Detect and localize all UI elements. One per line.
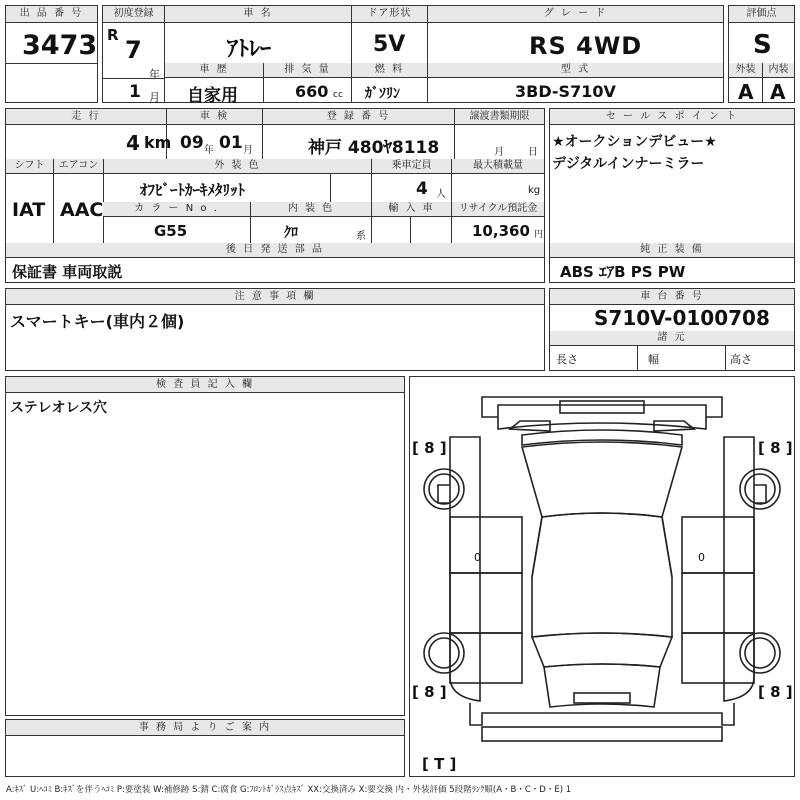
capacity: 4: [416, 179, 428, 199]
chassis-header: 車 台 番 号: [550, 289, 794, 305]
int-color: ｸﾛ: [284, 225, 298, 241]
shift: IAT: [12, 199, 46, 221]
front-left-tire: [ 8 ]: [412, 439, 447, 457]
notes-box: [5, 288, 545, 371]
int-color-header: 内 装 色: [250, 202, 371, 217]
inspector-box: [5, 376, 405, 716]
lot-number: 3473: [22, 30, 98, 61]
height-label: 高さ: [730, 353, 752, 366]
ext-color-header: 外 装 色: [103, 159, 371, 174]
import-header: 輸 入 車: [371, 202, 451, 217]
transfer-month-label: 月: [494, 147, 504, 158]
capacity-header: 乗車定員: [371, 159, 451, 174]
interior-header: 内装: [762, 63, 794, 78]
inspector-note: ステレオレス穴: [10, 400, 108, 416]
era-prefix: R: [107, 26, 119, 44]
grade: RS 4WD: [529, 32, 643, 60]
transfer-day-label: 日: [528, 147, 538, 158]
later-parts-header: 後 日 発 送 部 品: [6, 243, 544, 258]
zero-mark-right: 0: [698, 551, 705, 564]
reg-month: 1: [129, 82, 141, 102]
score-header: 評価点: [729, 6, 794, 23]
front-right-tire: [ 8 ]: [758, 439, 793, 457]
genuine-equip: ABS ｴｱB PS PW: [560, 263, 686, 281]
chassis-box: [549, 288, 795, 371]
sales-point-1: ★オークションデビュー★: [552, 134, 717, 150]
person-unit: 人: [436, 189, 446, 200]
rear-left-tire: [ 8 ]: [412, 683, 447, 701]
first-reg-header: 初度登録: [103, 6, 164, 23]
history-header: 車 歴: [165, 63, 263, 78]
car-name-header: 車 名: [165, 6, 351, 23]
sales-point-box: [549, 108, 795, 283]
recycle-fee: 10,360: [472, 222, 530, 240]
zero-mark-left: 0: [474, 551, 481, 564]
score-box: [728, 5, 795, 103]
notes-header: 注 意 事 項 欄: [6, 289, 544, 305]
inspection-header: 車 検: [166, 109, 262, 125]
legend: A:ｷｽﾞ U:ﾍｺﾐ B:ｷｽﾞを伴うﾍｺﾐ P:要塗装 W:補修跡 S:錆 C:腐食 G:ﾌﾛﾝﾄｶﾞﾗｽ点ｷｽﾞ XX:交換済み X:要交換 内・外装評価 5段階ﾗﾝｸ順(A・B・C・D・E) 1: [6, 785, 572, 795]
lot-box: [5, 5, 98, 103]
color-no-header: カ ラ ー N o .: [103, 202, 250, 217]
fuel-header: 燃 料: [351, 63, 427, 78]
month-unit: 月: [149, 91, 160, 104]
width-label: 幅: [648, 353, 659, 366]
fuel: ｶﾞｿﾘﾝ: [365, 86, 400, 102]
inspector-header: 検 査 員 記 入 欄: [6, 377, 404, 393]
aircon: AAC: [60, 199, 104, 221]
shift-header: シフト: [6, 159, 53, 174]
rear-right-tire: [ 8 ]: [758, 683, 793, 701]
later-parts: 保証書 車両取説: [12, 263, 123, 281]
insp-month-unit: 月: [243, 145, 253, 156]
length-label: 長さ: [556, 353, 578, 366]
door-type: 5V: [373, 32, 406, 57]
km-unit: km: [144, 133, 172, 152]
aircon-header: エアコン: [53, 159, 103, 174]
color-no: G55: [154, 222, 188, 240]
exterior-grade: A: [738, 80, 754, 104]
sales-point-header: セ ー ル ス ポ イ ン ト: [550, 109, 794, 125]
car-name: ｱﾄﾚｰ: [227, 37, 272, 62]
insp-month: 01: [219, 133, 243, 153]
cc-unit: cc: [333, 90, 343, 100]
car-info-box: [164, 5, 724, 106]
grade-header: グ レ ー ド: [427, 6, 723, 23]
yen-unit: 円: [534, 230, 544, 240]
displacement: 660: [295, 82, 329, 101]
sales-point-2: デジタルインナーミラー: [552, 156, 705, 172]
genuine-equip-header: 純 正 装 備: [550, 243, 794, 258]
notes: スマートキー(車内２個): [10, 312, 185, 331]
insp-year-unit: 年: [204, 145, 214, 156]
ext-color: ｵﾌﾋﾞｰﾄｶｰｷﾒﾀﾘｯﾄ: [140, 181, 246, 199]
kg-unit: kg: [528, 185, 541, 196]
reg-year: 7: [125, 36, 142, 64]
score: S: [753, 30, 772, 60]
model: 3BD-S710V: [515, 82, 616, 101]
model-header: 型 式: [427, 63, 723, 78]
lot-header: 出 品 番 号: [6, 6, 97, 23]
displacement-header: 排 気 量: [263, 63, 351, 78]
mileage: 4: [126, 131, 140, 155]
registration-number: 神戸 480ﾔ8118: [308, 138, 440, 158]
chassis-number: S710V-0100708: [594, 306, 770, 330]
office-header: 事 務 局 よ り ご 案 内: [6, 720, 404, 736]
recycle-header: リサイクル預託金: [451, 202, 544, 217]
door-header: ドア形状: [351, 6, 427, 23]
year-unit: 年: [149, 68, 160, 81]
kei-unit: 系: [356, 231, 366, 242]
history: 自家用: [187, 86, 238, 106]
transfer-header: 譲渡書類期限: [454, 109, 544, 125]
mileage-header: 走 行: [6, 109, 166, 125]
office-box: [5, 719, 405, 777]
interior-grade: A: [770, 80, 786, 104]
insp-year: 09: [180, 133, 204, 153]
car-outline-drawing: [410, 377, 794, 776]
max-load-header: 最大積載量: [451, 159, 544, 174]
details-box: [5, 108, 545, 283]
specs-header: 諸 元: [550, 331, 794, 346]
exterior-header: 外装: [729, 63, 762, 78]
first-reg-box: [102, 5, 165, 103]
spare-tire: [ T ]: [422, 755, 457, 773]
car-diagram: [409, 376, 795, 777]
registration-header: 登 録 番 号: [262, 109, 454, 125]
